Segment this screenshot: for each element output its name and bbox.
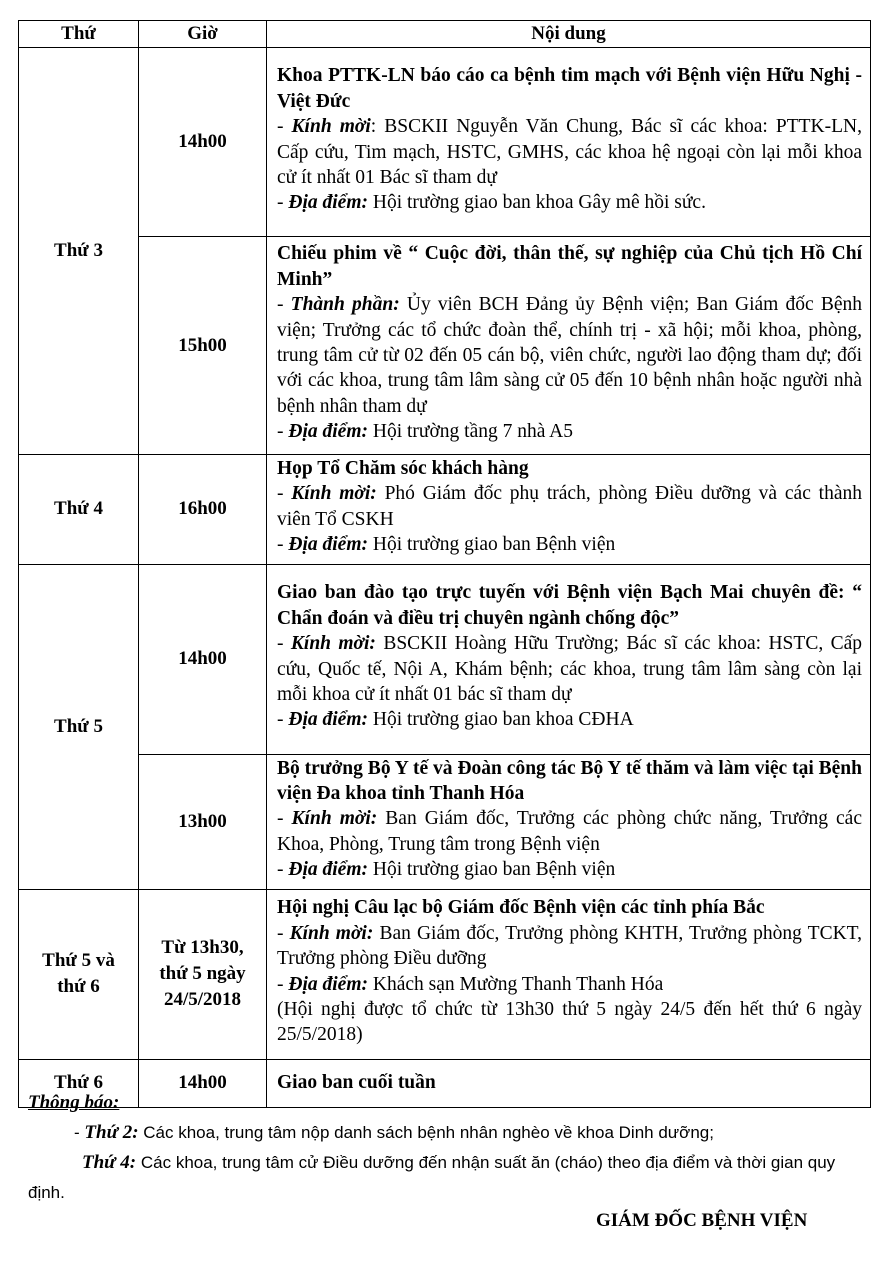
invite-label: Thành phần:: [290, 294, 400, 316]
day-cell: Thứ 6: [19, 1059, 139, 1107]
table-row: [19, 455, 871, 565]
event-invite: - Kính mời: Ban Giám đốc, Trưởng các phòng chức năng, Trưởng các Khoa, Phòng, Trung tâm trong Bệnh viện: [277, 808, 862, 855]
notice-item: - Thứ 2: Các khoa, trung tâm nộp danh sách bệnh nhân nghèo về khoa Dinh dưỡng;: [74, 1122, 714, 1143]
notice-label: Thứ 2:: [84, 1122, 139, 1143]
location-text: Hội trường giao ban Bệnh viện: [367, 534, 616, 556]
invite-text: Phó Giám đốc phụ trách, phòng Điều dưỡng và các thành viên Tổ CSKH: [277, 483, 862, 530]
invite-text: BSCKII Hoàng Hữu Trường; Bác sĩ các khoa: HSTC, Cấp cứu, Quốc tế, Nội A, Khám bệnh; các khoa, trung tâm lâm sàng còn lại mỗi khoa cử ít nhất 01 bác sĩ tham dự: [277, 633, 862, 706]
location-label: Địa điểm:: [288, 709, 368, 731]
event-location: - Địa điểm: Hội trường giao ban khoa Gây mê hồi sức.: [277, 192, 706, 214]
invite-label: Kính mời: [291, 116, 371, 138]
table-row: [19, 564, 871, 754]
time-cell: 14h00: [139, 1059, 267, 1107]
notice-text: Các khoa, trung tâm cử Điều dưỡng đến nhận suất ăn (cháo) theo địa điểm và thời gian quy định.: [28, 1153, 836, 1202]
time-cell: 14h00: [139, 564, 267, 754]
time-cell: 14h00: [139, 48, 267, 237]
table-row: [19, 889, 871, 1059]
time-cell: 16h00: [139, 455, 267, 565]
event-title: Hội nghị Câu lạc bộ Giám đốc Bệnh viện các tỉnh phía Bắc: [277, 897, 765, 919]
day-label: Thứ 5 và thứ 6: [42, 950, 115, 998]
event-content: [267, 48, 871, 237]
notice-item: [28, 1148, 862, 1208]
location-text: Hội trường giao ban khoa Gây mê hồi sức.: [367, 192, 706, 214]
event-location: - Địa điểm: Hội trường giao ban Bệnh viện: [277, 534, 616, 556]
table-header-row: [19, 21, 871, 48]
event-invite: - Kính mời: Ban Giám đốc, Trưởng phòng KHTH, Trưởng phòng TCKT, Trưởng phòng Điều dưỡng: [277, 922, 862, 970]
event-content: [267, 889, 871, 1059]
notice-heading: Thông báo:: [28, 1092, 120, 1113]
day-cell: Thứ 5: [19, 564, 139, 889]
header-time: Giờ: [139, 21, 267, 48]
day-cell: Thứ 4: [19, 455, 139, 565]
location-label: Địa điểm:: [288, 421, 368, 443]
table-row: [19, 754, 871, 889]
location-label: Địa điểm:: [288, 973, 368, 995]
invite-text: Ban Giám đốc, Trưởng các phòng chức năng, Trưởng các Khoa, Phòng, Trung tâm trong Bệnh viện: [277, 808, 862, 855]
event-content: [267, 455, 871, 565]
event-invite: - Kính mời: Phó Giám đốc phụ trách, phòng Điều dưỡng và các thành viên Tổ CSKH: [277, 483, 862, 530]
time-cell: 13h00: [139, 754, 267, 889]
invite-text: : BSCKII Nguyễn Văn Chung, Bác sĩ các khoa: PTTK-LN, Cấp cứu, Tim mạch, HSTC, GMHS, các khoa hệ ngoại còn lại mỗi khoa cử ít nhất 01 Bác sĩ tham dự: [277, 116, 862, 188]
signature-title: GIÁM ĐỐC BỆNH VIỆN: [596, 1210, 808, 1231]
invite-text: Ủy viên BCH Đảng ủy Bệnh viện; Ban Giám đốc Bệnh viện; Trưởng các tổ chức đoàn thể, chính trị - xã hội; mỗi khoa, phòng, trung tâm cử từ 02 đến 05 cán bộ, viên chức, người lao động tham dự; đối với các khoa, trung tâm lâm sàng cử 05 đến 10 bệnh nhân hoặc người nhà bệnh nhân tham dự: [277, 294, 862, 417]
event-title: Họp Tổ Chăm sóc khách hàng: [277, 458, 529, 479]
event-location: - Địa điểm: Hội trường giao ban Bệnh viện: [277, 859, 616, 881]
event-content: [267, 237, 871, 455]
invite-label: Kính mời:: [290, 633, 376, 655]
location-label: Địa điểm:: [288, 192, 368, 214]
location-text: Hội trường giao ban khoa CĐHA: [367, 709, 634, 731]
event-location: - Địa điểm: Khách sạn Mường Thanh Thanh Hóa: [277, 973, 664, 995]
event-content: [267, 754, 871, 889]
location-text: Khách sạn Mường Thanh Thanh Hóa: [367, 973, 664, 995]
notice-label: Thứ 4:: [82, 1152, 137, 1173]
location-label: Địa điểm:: [288, 534, 368, 556]
schedule-table: [18, 20, 871, 1108]
event-title: Giao ban đào tạo trực tuyến với Bệnh viện Bạch Mai chuyên đề: “ Chẩn đoán và điều trị chuyên ngành chống độc”: [277, 582, 862, 629]
event-title: Giao ban cuối tuần: [277, 1072, 436, 1094]
time-cell: Từ 13h30, thứ 5 ngày 24/5/2018: [139, 889, 267, 1059]
table-row: [19, 48, 871, 237]
notice-section: [28, 1088, 862, 1208]
location-label: Địa điểm:: [288, 859, 368, 881]
header-content: Nội dung: [267, 21, 871, 48]
event-invite: - Kính mời: BSCKII Hoàng Hữu Trường; Bác sĩ các khoa: HSTC, Cấp cứu, Quốc tế, Nội A, Khám bệnh; các khoa, trung tâm lâm sàng còn lại mỗi khoa cử ít nhất 01 bác sĩ tham dự: [277, 633, 862, 706]
header-day: Thứ: [19, 21, 139, 48]
event-note: (Hội nghị được tổ chức từ 13h30 thứ 5 ngày 24/5 đến hết thứ 6 ngày 25/5/2018): [277, 999, 862, 1046]
event-title: Bộ trưởng Bộ Y tế và Đoàn công tác Bộ Y tế thăm và làm việc tại Bệnh viện Đa khoa tỉnh Thanh Hóa: [277, 757, 862, 805]
event-content: [267, 564, 871, 754]
event-title: Khoa PTTK-LN báo cáo ca bệnh tim mạch với Bệnh viện Hữu Nghị - Việt Đức: [277, 65, 862, 112]
event-location: - Địa điểm: Hội trường giao ban khoa CĐHA: [277, 709, 634, 731]
day-cell: [19, 889, 139, 1059]
invite-label: Kính mời:: [291, 483, 377, 505]
notice-text: Các khoa, trung tâm nộp danh sách bệnh nhân nghèo về khoa Dinh dưỡng;: [138, 1123, 714, 1142]
time-cell: 15h00: [139, 237, 267, 455]
event-title: Chiếu phim về “ Cuộc đời, thân thế, sự nghiệp của Chủ tịch Hồ Chí Minh”: [277, 243, 862, 290]
day-cell: Thứ 3: [19, 48, 139, 455]
event-invite: - Kính mời: BSCKII Nguyễn Văn Chung, Bác sĩ các khoa: PTTK-LN, Cấp cứu, Tim mạch, HSTC, GMHS, các khoa hệ ngoại còn lại mỗi khoa cử ít nhất 01 Bác sĩ tham dự: [277, 116, 862, 188]
table-row: [19, 237, 871, 455]
location-text: Hội trường tầng 7 nhà A5: [367, 421, 574, 443]
invite-label: Kính mời:: [291, 808, 378, 830]
invite-label: Kính mời:: [289, 922, 374, 944]
invite-text: Ban Giám đốc, Trưởng phòng KHTH, Trưởng phòng TCKT, Trưởng phòng Điều dưỡng: [277, 922, 862, 970]
event-location: - Địa điểm: Hội trường tầng 7 nhà A5: [277, 421, 574, 443]
location-text: Hội trường giao ban Bệnh viện: [367, 859, 616, 881]
event-invite: - Thành phần: Ủy viên BCH Đảng ủy Bệnh viện; Ban Giám đốc Bệnh viện; Trưởng các tổ chức đoàn thể, chính trị - xã hội; mỗi khoa, phòng, trung tâm cử từ 02 đến 05 cán bộ, viên chức, người lao động tham dự; đối với các khoa, trung tâm lâm sàng cử 05 đến 10 bệnh nhân hoặc người nhà bệnh nhân tham dự: [277, 294, 862, 417]
